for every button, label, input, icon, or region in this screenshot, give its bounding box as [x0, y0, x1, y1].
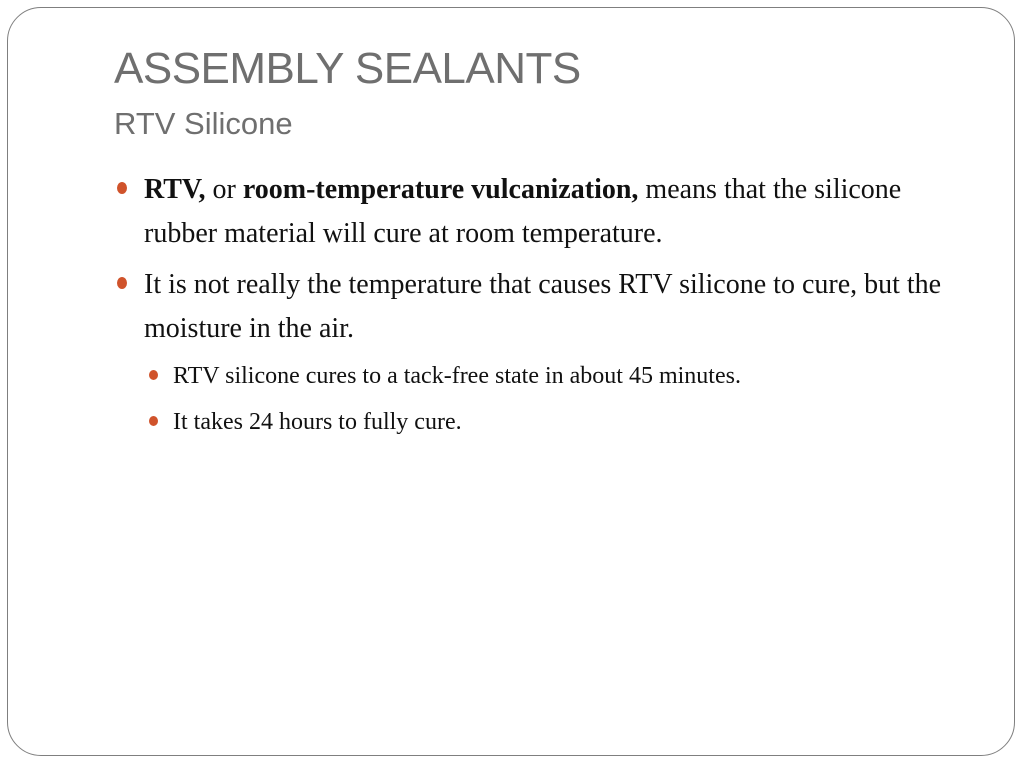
bullet-dot-icon	[117, 277, 127, 289]
bullet-item	[114, 263, 974, 351]
bullet-text-bold: RTV,	[144, 174, 206, 205]
sub-bullet-item	[144, 404, 974, 440]
sub-bullet-dot-icon	[149, 370, 158, 380]
bullet-text: or	[205, 174, 243, 205]
slide-subtitle: RTV Silicone	[114, 106, 293, 141]
bullet-dot-icon	[117, 182, 127, 194]
sub-bullet-dot-icon	[149, 416, 158, 426]
bullet-text: It is not really the temperature that causes RTV silicone to cure, but the moisture in the air.	[144, 269, 942, 344]
sub-bullet-item	[144, 358, 974, 394]
sub-bullet-text: RTV silicone cures to a tack-free state in about 45 minutes.	[173, 363, 741, 389]
bullet-text: means that the silicone rubber material will cure at room temperature.	[144, 174, 902, 249]
slide-content	[114, 168, 974, 450]
bullet-item	[114, 168, 974, 256]
bullet-text-bold: room-temperature vulcanization,	[242, 174, 639, 205]
slide-title: ASSEMBLY SEALANTS	[114, 44, 581, 93]
sub-bullet-text: It takes 24 hours to fully cure.	[173, 409, 462, 435]
